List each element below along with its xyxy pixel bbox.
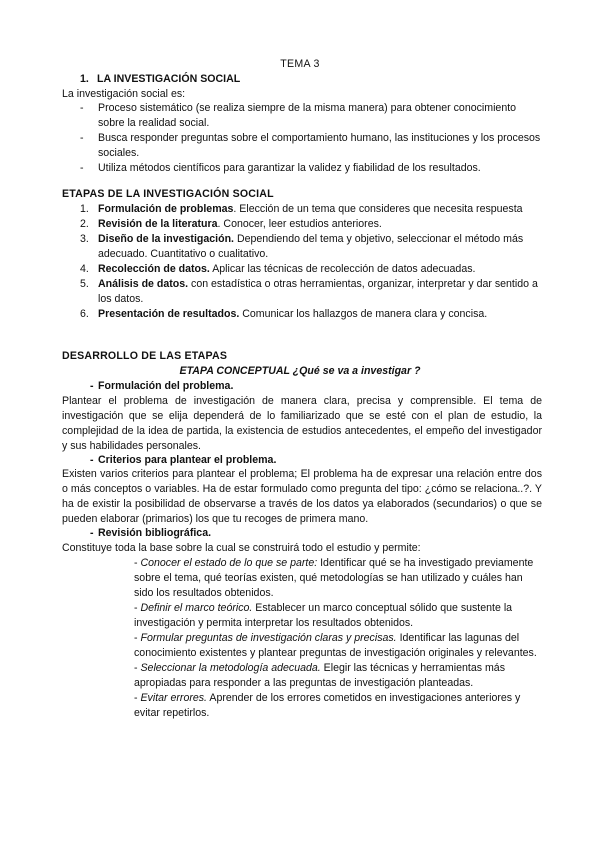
heading-text: LA INVESTIGACIÓN SOCIAL <box>97 73 241 85</box>
paragraph-formulacion: Plantear el problema de investigación de manera clara, precisa y comprensible. El tema de investigación que se elija dependerá de lo familiarizado que se esté con el plan de estudio, la complejidad de la idea de partida, la existencia de estudios antecedentes, el empeño del investigador y sus habilidades personales. <box>62 395 542 452</box>
list-item: 1. Formulación de problemas. Elección de un tema que consideres que necesita respuesta <box>80 203 523 215</box>
etapas-heading: ETAPAS DE LA INVESTIGACIÓN SOCIAL <box>62 188 274 200</box>
etapa-conceptual-heading: ETAPA CONCEPTUAL ¿Qué se va a investigar ? <box>179 365 421 377</box>
list-item: - Seleccionar la metodología adecuada. Elegir las técnicas y herramientas más apropiadas para responder a las preguntas de investigación planteadas. <box>134 662 505 689</box>
subheading-criterios: - Criterios para plantear el problema. <box>90 454 277 466</box>
paragraph-revision-intro: Constituye toda la base sobre la cual se construirá todo el estudio y permite: <box>62 542 421 554</box>
paragraph-criterios: Existen varios criterios para plantear el problema; El problema ha de expresar una relación entre dos o más conceptos o variables. Ha de estar formulado como pregunta del tipo: ¿cómo se relaciona..?. Y ha de existir la posibilidad de observarse a través de los datos ya elaborados (secundarios) o que se pueden elaborar (primarios) los que tu recoges de primera mano. <box>62 468 542 525</box>
revision-list <box>134 556 542 721</box>
list-item: 6. Presentación de resultados. Comunicar los hallazgos de manera clara y concisa. <box>80 308 488 320</box>
section-heading-1 <box>80 72 240 87</box>
list-item: 3. Diseño de la investigación. Dependiendo del tema y objetivo, seleccionar el método más adecuado. Cuantitativo o cualitativo. <box>80 233 524 260</box>
etapas-list <box>62 202 542 322</box>
page-title: TEMA 3 <box>280 58 320 70</box>
list-item: - Utiliza métodos científicos para garantizar la validez y fiabilidad de los resultados. <box>80 162 481 174</box>
list-item: - Formular preguntas de investigación claras y precisas. Identificar las lagunas del conocimiento existentes y plantear preguntas de investigación originales y relevantes. <box>134 632 537 659</box>
list-item: 4. Recolección de datos. Aplicar las técnicas de recolección de datos adecuadas. <box>80 263 476 275</box>
list-item: - Proceso sistemático (se realiza siempre de la misma manera) para obtener conocimiento sobre la realidad social. <box>80 102 517 129</box>
list-item: 5. Análisis de datos. con estadística o otras herramientas, organizar, interpretar y dar sentido a los datos. <box>80 278 538 305</box>
list-item: - Evitar errores. Aprender de los errores cometidos en investigaciones anteriores y evitar repetirlos. <box>134 692 521 719</box>
list-item: - Busca responder preguntas sobre el comportamiento humano, las instituciones y los procesos sociales. <box>80 132 541 159</box>
desarrollo-heading: DESARROLLO DE LAS ETAPAS <box>62 350 228 362</box>
list-item: 2. Revisión de la literatura. Conocer, leer estudios anteriores. <box>80 218 382 230</box>
intro-list <box>62 101 542 176</box>
list-item: - Conocer el estado de lo que se parte: Identificar qué se ha investigado previamente sobre el tema, qué teorías existen, qué metodologías se han utilizado y cuáles han sido los resultados obtenidos. <box>134 557 534 599</box>
subheading-revision: - Revisión bibliográfica. <box>90 527 212 539</box>
list-item: - Definir el marco teórico. Establecer un marco conceptual sólido que sustente la investigación y permita interpretar los resultados obtenidos. <box>134 602 513 629</box>
heading-number: 1. <box>80 73 89 85</box>
intro-text: La investigación social es: <box>62 88 186 100</box>
subheading-formulacion: - Formulación del problema. <box>90 380 234 392</box>
